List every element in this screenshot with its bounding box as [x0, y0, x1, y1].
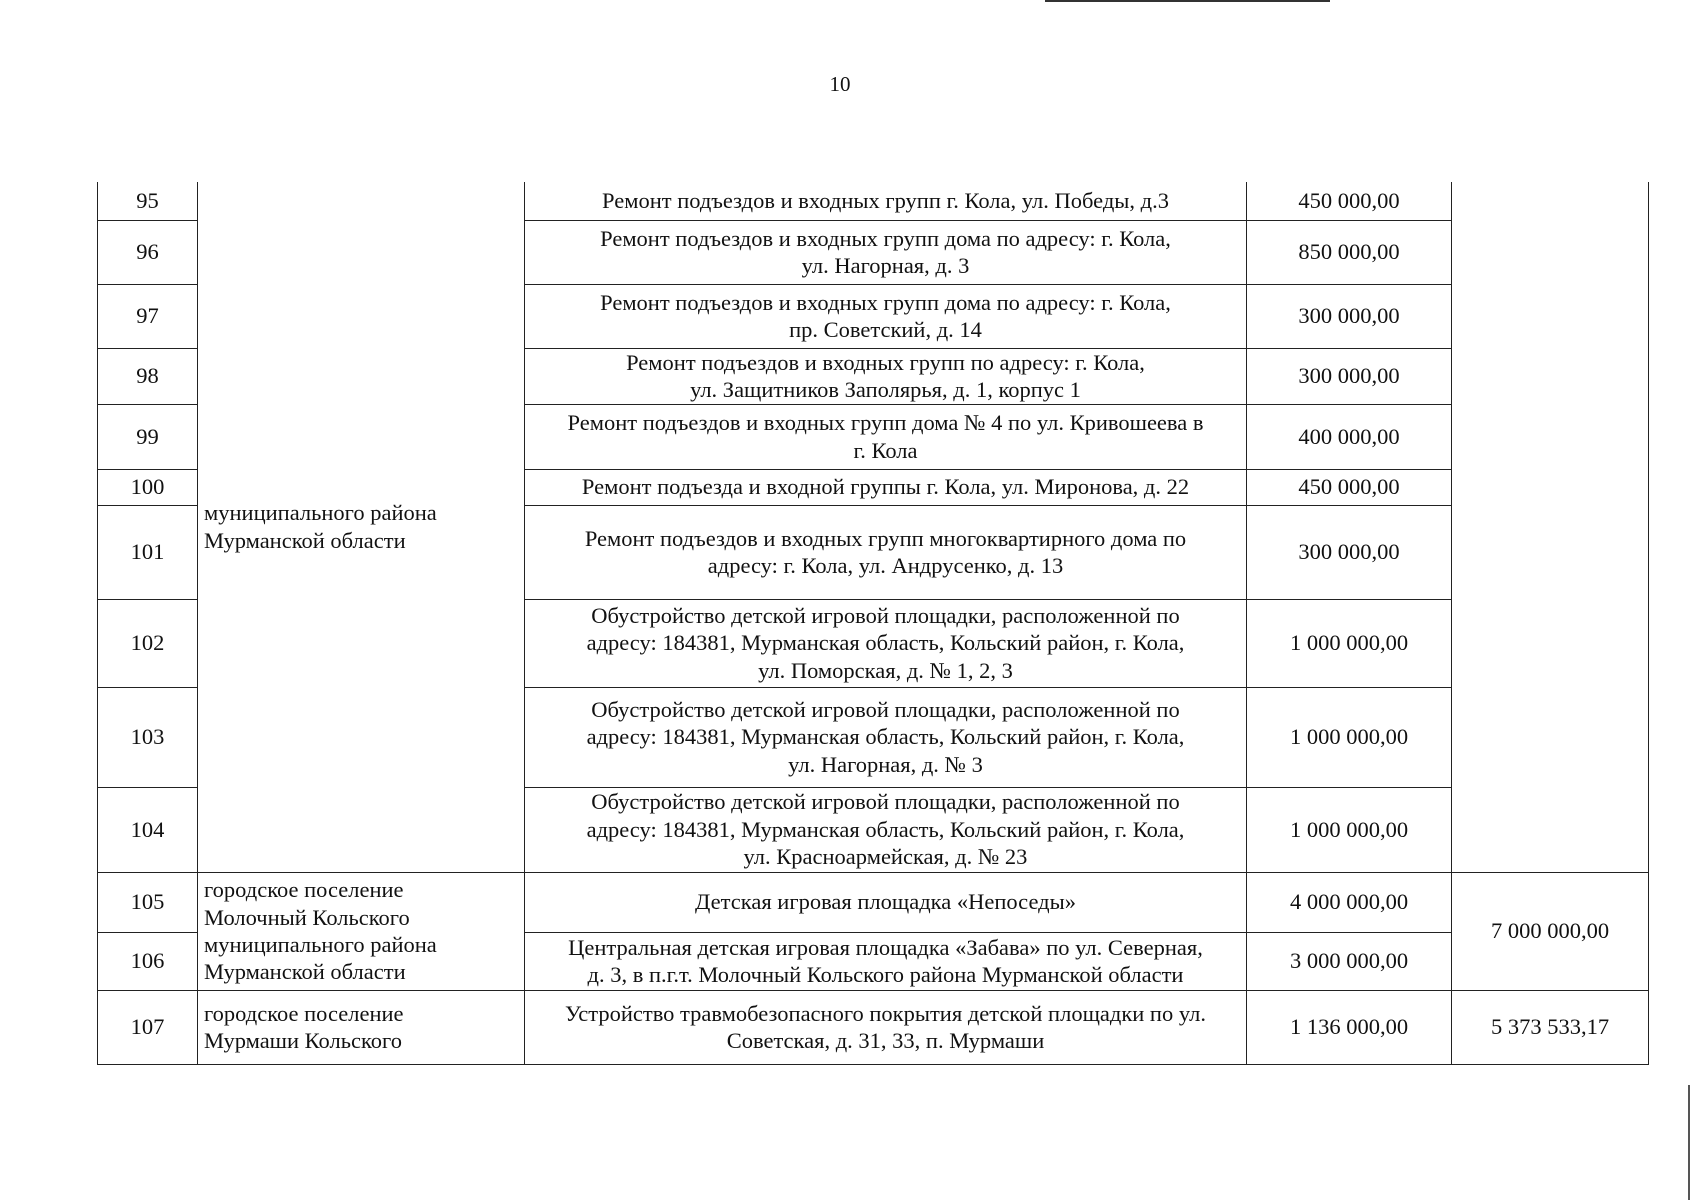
project-name: Ремонт подъездов и входных групп по адресу: г. Кола, ул. Защитников Заполярья, д. 1, корпус 1 [525, 348, 1247, 404]
funding-table [97, 182, 1649, 1065]
table-row [98, 872, 1649, 932]
municipality-cell [198, 990, 525, 1064]
project-name: Обустройство детской игровой площадки, расположенной по адресу: 184381, Мурманская область, Кольский район, г. Кола, ул. Красноармейская, д. № 23 [525, 787, 1247, 872]
row-number: 103 [98, 687, 198, 787]
project-amount: 850 000,00 [1247, 220, 1452, 284]
project-amount: 300 000,00 [1247, 505, 1452, 599]
row-number: 96 [98, 220, 198, 284]
municipality-cell [198, 872, 525, 990]
project-name: Ремонт подъездов и входных групп многоквартирного дома по адресу: г. Кола, ул. Андрусенко, д. 13 [525, 505, 1247, 599]
row-number: 99 [98, 404, 198, 469]
municipality-name: муниципального района Мурманской области [204, 500, 437, 553]
row-number: 102 [98, 599, 198, 687]
municipality-total: 7 000 000,00 [1452, 872, 1649, 990]
project-amount: 1 136 000,00 [1247, 990, 1452, 1064]
project-name: Ремонт подъездов и входных групп дома по адресу: г. Кола, ул. Нагорная, д. 3 [525, 220, 1247, 284]
project-amount: 4 000 000,00 [1247, 872, 1452, 932]
project-amount: 1 000 000,00 [1247, 599, 1452, 687]
project-name: Детская игровая площадка «Непоседы» [525, 872, 1247, 932]
project-amount: 1 000 000,00 [1247, 687, 1452, 787]
project-name: Ремонт подъезда и входной группы г. Кола, ул. Миронова, д. 22 [525, 469, 1247, 505]
project-name: Обустройство детской игровой площадки, расположенной по адресу: 184381, Мурманская область, Кольский район, г. Кола, ул. Нагорная, д. № 3 [525, 687, 1247, 787]
project-name: Ремонт подъездов и входных групп дома по адресу: г. Кола, пр. Советский, д. 14 [525, 284, 1247, 348]
row-number: 104 [98, 787, 198, 872]
project-name: Обустройство детской игровой площадки, расположенной по адресу: 184381, Мурманская область, Кольский район, г. Кола, ул. Поморская, д. № 1, 2, 3 [525, 599, 1247, 687]
project-name: Ремонт подъездов и входных групп г. Кола, ул. Победы, д.3 [525, 182, 1247, 220]
project-amount: 3 000 000,00 [1247, 932, 1452, 990]
scan-artifact-right-edge [1688, 1085, 1690, 1200]
page-number: 10 [829, 72, 851, 96]
municipality-total: 5 373 533,17 [1452, 990, 1649, 1064]
project-name: Центральная детская игровая площадка «Забава» по ул. Северная, д. 3, в п.г.т. Молочный Кольского района Мурманской области [525, 932, 1247, 990]
project-amount: 400 000,00 [1247, 404, 1452, 469]
project-amount: 300 000,00 [1247, 348, 1452, 404]
row-number: 107 [98, 990, 198, 1064]
municipality-name: городское поселение Молочный Кольского муниципального района Мурманской области [204, 877, 437, 985]
project-amount: 450 000,00 [1247, 469, 1452, 505]
row-number: 97 [98, 284, 198, 348]
row-number: 106 [98, 932, 198, 990]
row-number: 95 [98, 182, 198, 220]
row-number: 98 [98, 348, 198, 404]
project-name: Ремонт подъездов и входных групп дома № 4 по ул. Кривошеева в г. Кола [525, 404, 1247, 469]
municipality-name: городское поселение Мурмаши Кольского [204, 1000, 404, 1053]
municipality-cell [198, 182, 525, 872]
project-amount: 1 000 000,00 [1247, 787, 1452, 872]
table-row [98, 990, 1649, 1064]
table-row [98, 182, 1649, 220]
project-amount: 300 000,00 [1247, 284, 1452, 348]
row-number: 105 [98, 872, 198, 932]
row-number: 100 [98, 469, 198, 505]
scan-artifact-top-line [1045, 0, 1330, 2]
row-number: 101 [98, 505, 198, 599]
municipality-total [1452, 182, 1649, 872]
project-amount: 450 000,00 [1247, 182, 1452, 220]
project-name: Устройство травмобезопасного покрытия детской площадки по ул. Советская, д. 31, 33, п. Мурмаши [525, 990, 1247, 1064]
